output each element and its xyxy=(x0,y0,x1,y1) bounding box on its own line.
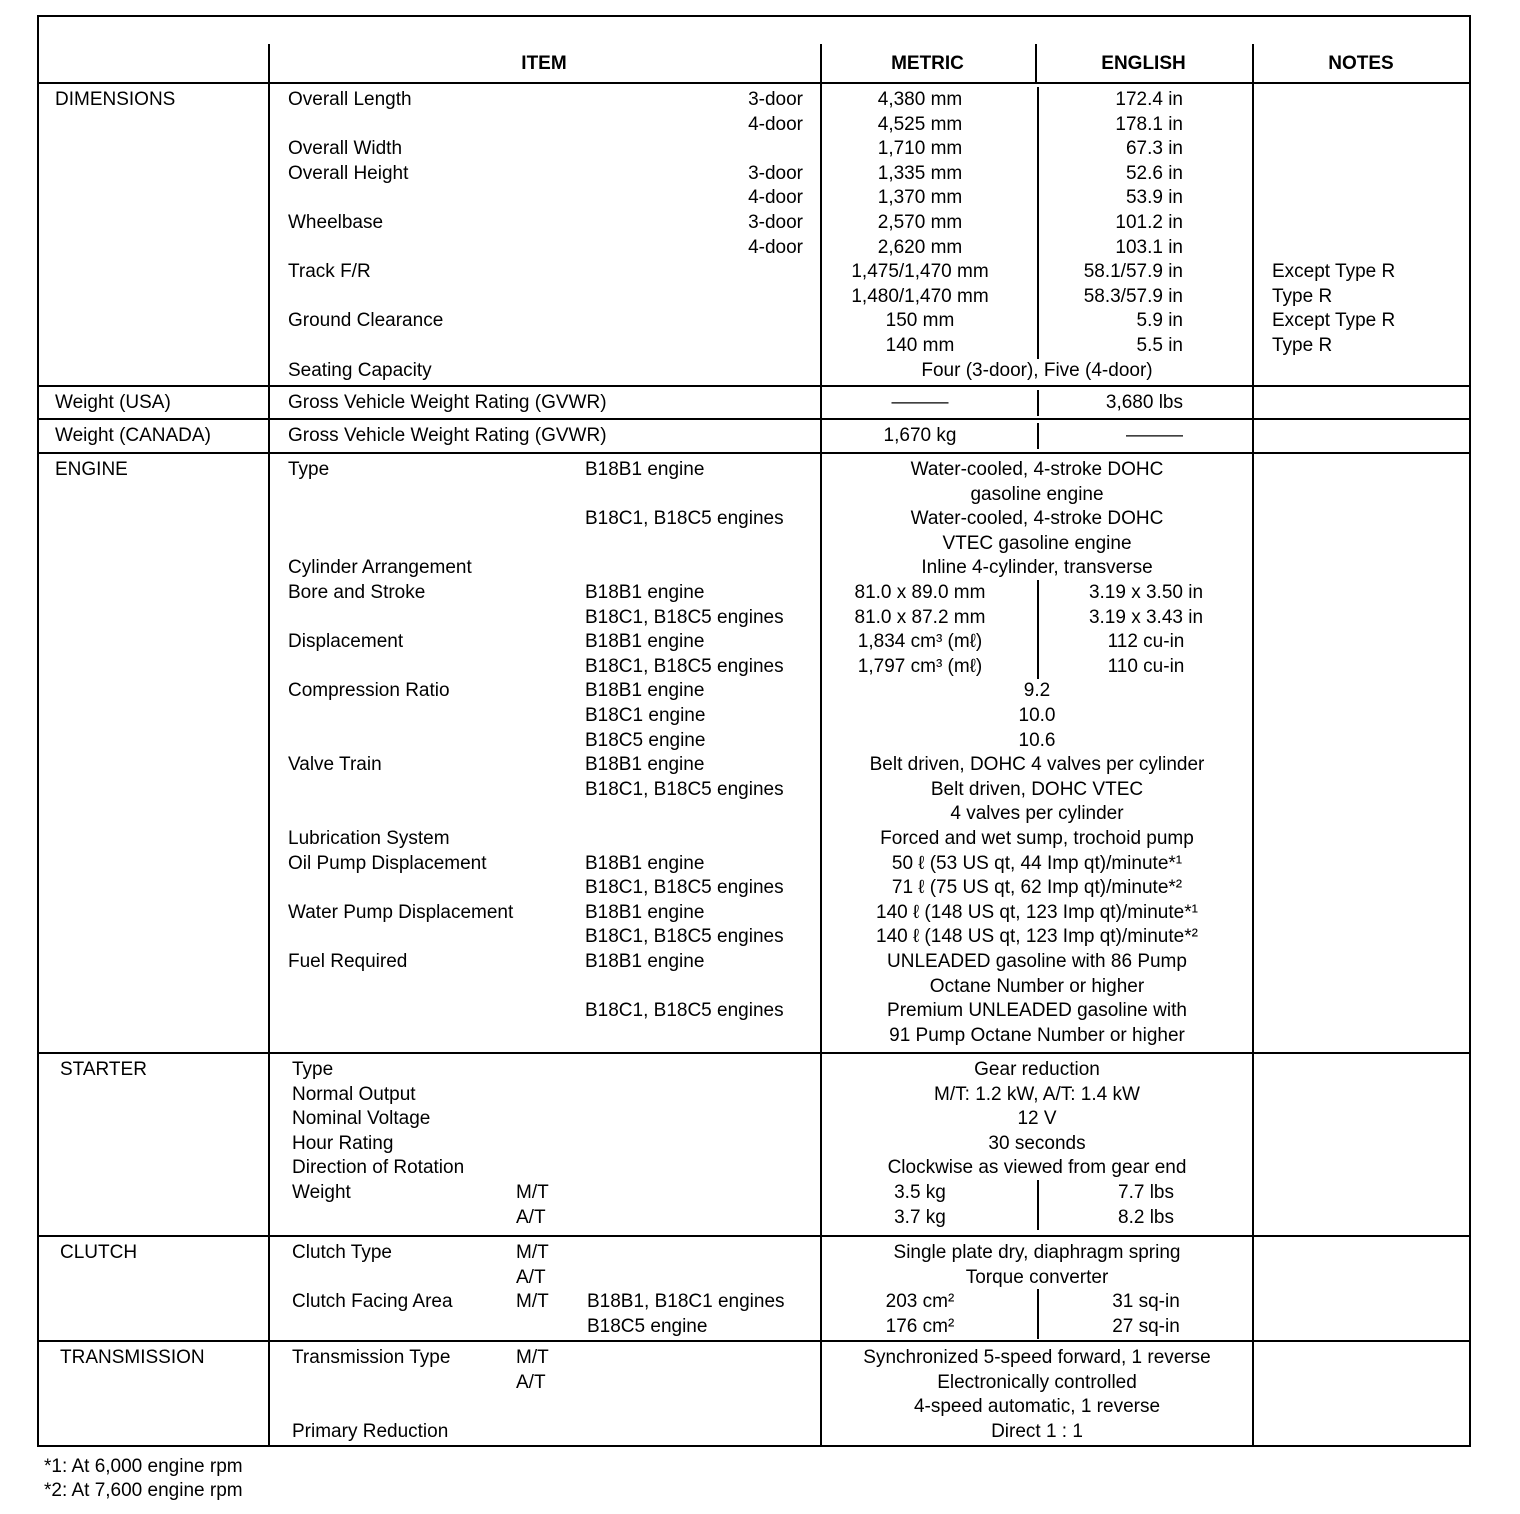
door-variant: 3-door xyxy=(748,89,803,110)
spec-item: Gross Vehicle Weight Rating (GVWR) xyxy=(288,392,607,413)
english-value: ——— xyxy=(1126,425,1183,446)
engine-variant: B18C5 engine xyxy=(585,729,706,751)
value-divider xyxy=(1037,87,1039,113)
engine-variant: B18B1 engine xyxy=(585,901,705,923)
combined-value: Water-cooled, 4-stroke DOHC xyxy=(910,508,1164,530)
combined-value: Inline 4-cylinder, transverse xyxy=(921,557,1153,579)
combined-value: UNLEADED gasoline with 86 Pump xyxy=(887,951,1187,972)
engine-variant: B18B1 engine xyxy=(585,680,705,702)
english-value: 31 sq-in xyxy=(1112,1291,1180,1313)
combined-value: 10.6 xyxy=(1018,729,1056,751)
note: Except Type R xyxy=(1272,310,1396,332)
english-value: 53.9 in xyxy=(1125,187,1183,209)
value-divider xyxy=(1037,161,1039,187)
metric-value: 203 cm² xyxy=(885,1291,955,1313)
combined-value: Water-cooled, 4-stroke DOHC xyxy=(910,459,1164,480)
value-divider xyxy=(1037,333,1039,359)
metric-value: 1,335 mm xyxy=(877,162,963,184)
spec-item: Wheelbase xyxy=(288,212,384,233)
english-value: 3,680 lbs xyxy=(1105,392,1183,413)
combined-value: 9.2 xyxy=(1023,680,1051,702)
spec-item: Displacement xyxy=(288,631,404,653)
spec-item: Seating Capacity xyxy=(288,359,432,381)
metric-value: 1,480/1,470 mm xyxy=(851,285,989,307)
engine-variant: B18C1, B18C5 engines xyxy=(585,606,784,628)
table-border-left xyxy=(37,15,39,1447)
spec-item: Gross Vehicle Weight Rating (GVWR) xyxy=(288,425,607,446)
value-divider xyxy=(1037,1289,1039,1315)
metric-value: 2,620 mm xyxy=(877,236,963,258)
header-item: ITEM xyxy=(521,53,567,74)
combined-value: 30 seconds xyxy=(988,1132,1086,1154)
section-category: STARTER xyxy=(60,1059,147,1080)
english-value: 5.9 in xyxy=(1136,310,1183,332)
spec-item: Type xyxy=(292,1059,334,1080)
table-border-top xyxy=(37,15,1471,17)
value-divider xyxy=(1037,654,1039,680)
metric-value: 1,670 kg xyxy=(883,425,957,446)
english-value: 58.1/57.9 in xyxy=(1083,261,1183,283)
combined-value: Direct 1 : 1 xyxy=(991,1420,1083,1442)
section-category: DIMENSIONS xyxy=(55,89,176,110)
spec-item: Primary Reduction xyxy=(292,1420,449,1442)
transmission-variant: M/T xyxy=(516,1242,549,1263)
combined-value: 10.0 xyxy=(1018,705,1056,726)
engine-variant: B18C1, B18C5 engines xyxy=(585,778,784,800)
metric-value: ——— xyxy=(891,392,949,413)
engine-variant: B18B1 engine xyxy=(585,582,705,603)
engine-variant: B18B1 engine xyxy=(585,459,705,480)
english-value: 67.3 in xyxy=(1125,138,1183,160)
spec-item: Lubrication System xyxy=(288,828,450,849)
engine-variant: B18C1, B18C5 engines xyxy=(585,508,784,530)
metric-value: 150 mm xyxy=(885,310,955,332)
engine-variant: B18C1, B18C5 engines xyxy=(585,1000,784,1022)
combined-value: M/T: 1.2 kW, A/T: 1.4 kW xyxy=(934,1083,1140,1105)
value-divider xyxy=(1037,210,1039,236)
combined-value: Electronically controlled xyxy=(937,1371,1137,1393)
combined-value: VTEC gasoline engine xyxy=(942,532,1132,554)
value-divider xyxy=(1037,1180,1039,1206)
combined-value: 71 ℓ (75 US qt, 62 Imp qt)/minute*² xyxy=(891,877,1183,899)
metric-value: 1,834 cm³ (mℓ) xyxy=(857,631,983,653)
value-divider xyxy=(1037,259,1039,285)
door-variant: 4-door xyxy=(748,236,803,258)
english-value: 112 cu-in xyxy=(1107,631,1185,653)
value-divider xyxy=(1037,390,1039,416)
spec-item: Weight xyxy=(292,1182,351,1203)
note: Type R xyxy=(1272,335,1333,356)
metric-value: 140 mm xyxy=(885,335,955,356)
door-variant: 4-door xyxy=(748,113,803,135)
value-divider xyxy=(1037,580,1039,606)
english-value: 5.5 in xyxy=(1136,335,1183,356)
english-value: 103.1 in xyxy=(1115,236,1183,258)
section-category: Weight (USA) xyxy=(55,392,171,413)
door-variant: 3-door xyxy=(748,212,803,233)
section-category: Weight (CANADA) xyxy=(55,425,211,446)
footnote-1: *1: At 6,000 engine rpm xyxy=(44,1456,243,1477)
combined-value: Single plate dry, diaphragm spring xyxy=(893,1242,1181,1263)
metric-value: 2,570 mm xyxy=(877,212,963,233)
combined-value: Torque converter xyxy=(965,1266,1109,1288)
engine-variant: B18B1, B18C1 engines xyxy=(587,1291,785,1313)
combined-value: Forced and wet sump, trochoid pump xyxy=(880,828,1194,849)
engine-variant: B18C1, B18C5 engines xyxy=(585,877,784,899)
value-divider xyxy=(1037,284,1039,310)
spec-item: Compression Ratio xyxy=(288,680,450,702)
spec-item: Direction of Rotation xyxy=(292,1157,465,1179)
value-divider xyxy=(1037,185,1039,211)
header-notes: NOTES xyxy=(1328,53,1394,74)
value-divider xyxy=(1037,112,1039,138)
section-divider xyxy=(37,418,1471,420)
combined-value: 4-speed automatic, 1 reverse xyxy=(913,1396,1161,1418)
section-divider xyxy=(37,1340,1471,1342)
spec-item: Water Pump Displacement xyxy=(288,901,514,923)
combined-value: Four (3-door), Five (4-door) xyxy=(921,359,1153,381)
spec-item: Overall Width xyxy=(288,138,403,160)
combined-value: Gear reduction xyxy=(974,1059,1100,1080)
english-value: 27 sq-in xyxy=(1112,1315,1180,1337)
metric-value: 1,710 mm xyxy=(877,138,963,160)
english-value: 3.19 x 3.43 in xyxy=(1088,606,1204,628)
engine-variant: B18C1, B18C5 engines xyxy=(585,655,784,677)
combined-value: gasoline engine xyxy=(970,483,1104,505)
spec-item: Valve Train xyxy=(288,754,382,776)
english-value: 3.19 x 3.50 in xyxy=(1088,582,1204,603)
combined-value: 12 V xyxy=(1017,1108,1057,1130)
section-category: CLUTCH xyxy=(60,1242,138,1263)
value-divider xyxy=(1037,1314,1039,1340)
header-english: ENGLISH xyxy=(1101,53,1186,74)
door-variant: 3-door xyxy=(748,162,803,184)
combined-value: Clockwise as viewed from gear end xyxy=(887,1157,1187,1179)
spec-item: Fuel Required xyxy=(288,951,408,972)
english-value: 7.7 lbs xyxy=(1118,1182,1174,1203)
metric-value: 1,797 cm³ (mℓ) xyxy=(857,655,983,677)
spec-item: Overall Length xyxy=(288,89,412,110)
metric-value: 3.7 kg xyxy=(894,1206,946,1228)
metric-value: 176 cm² xyxy=(885,1315,955,1337)
engine-variant: B18B1 engine xyxy=(585,754,705,776)
door-variant: 4-door xyxy=(748,187,803,209)
table-border-right xyxy=(1469,15,1471,1447)
spec-item: Ground Clearance xyxy=(288,310,444,332)
combined-value: 4 valves per cylinder xyxy=(950,803,1124,825)
english-value: 110 cu-in xyxy=(1107,655,1185,677)
spec-item: Clutch Type xyxy=(292,1242,392,1263)
header-metric: METRIC xyxy=(891,53,964,74)
english-value: 172.4 in xyxy=(1115,89,1183,110)
value-divider xyxy=(1037,136,1039,162)
value-divider xyxy=(1037,235,1039,261)
transmission-variant: M/T xyxy=(516,1347,549,1368)
combined-value: 140 ℓ (148 US qt, 123 Imp qt)/minute*¹ xyxy=(876,901,1198,923)
combined-value: Belt driven, DOHC 4 valves per cylinder xyxy=(869,754,1205,776)
note: Type R xyxy=(1272,285,1333,307)
value-divider xyxy=(1037,423,1039,449)
section-divider xyxy=(37,1052,1471,1054)
transmission-variant: M/T xyxy=(516,1182,549,1203)
value-divider xyxy=(1037,605,1039,631)
metric-value: 81.0 x 89.0 mm xyxy=(854,582,986,603)
metric-value: 4,525 mm xyxy=(877,113,963,135)
engine-variant: B18B1 engine xyxy=(585,631,705,653)
spec-item: Bore and Stroke xyxy=(288,582,426,603)
table-border-bottom xyxy=(37,1445,1471,1447)
engine-variant: B18C1, B18C5 engines xyxy=(585,926,784,948)
combined-value: Octane Number or higher xyxy=(929,975,1145,997)
combined-value: 91 Pump Octane Number or higher xyxy=(889,1024,1185,1046)
footnote-2: *2: At 7,600 engine rpm xyxy=(44,1480,243,1501)
transmission-variant: A/T xyxy=(516,1206,546,1228)
spec-item: Hour Rating xyxy=(292,1132,394,1154)
combined-value: Synchronized 5-speed forward, 1 reverse xyxy=(863,1347,1211,1368)
spec-item: Oil Pump Displacement xyxy=(288,852,487,874)
metric-value: 1,475/1,470 mm xyxy=(851,261,989,283)
section-divider xyxy=(37,82,1471,84)
transmission-variant: A/T xyxy=(516,1371,546,1393)
engine-variant: B18C1 engine xyxy=(585,705,706,726)
transmission-variant: A/T xyxy=(516,1266,546,1288)
spec-item: Overall Height xyxy=(288,162,409,184)
english-value: 58.3/57.9 in xyxy=(1083,285,1183,307)
metric-value: 1,370 mm xyxy=(877,187,963,209)
spec-item: Track F/R xyxy=(288,261,371,283)
note: Except Type R xyxy=(1272,261,1396,283)
section-divider xyxy=(37,385,1471,387)
english-value: 52.6 in xyxy=(1125,162,1183,184)
spec-item: Clutch Facing Area xyxy=(292,1291,453,1313)
value-divider xyxy=(1037,308,1039,334)
combined-value: 140 ℓ (148 US qt, 123 Imp qt)/minute*² xyxy=(876,926,1198,948)
combined-value: Belt driven, DOHC VTEC xyxy=(930,778,1144,800)
section-divider xyxy=(37,1235,1471,1237)
metric-value: 4,380 mm xyxy=(877,89,963,110)
engine-variant: B18C5 engine xyxy=(587,1315,708,1337)
spec-item: Nominal Voltage xyxy=(292,1108,431,1130)
engine-variant: B18B1 engine xyxy=(585,852,705,874)
section-divider xyxy=(37,452,1471,454)
spec-item: Type xyxy=(288,459,330,480)
spec-item: Cylinder Arrangement xyxy=(288,557,472,579)
transmission-variant: M/T xyxy=(516,1291,549,1313)
english-value: 178.1 in xyxy=(1115,113,1183,135)
section-category: TRANSMISSION xyxy=(60,1347,205,1368)
metric-value: 81.0 x 87.2 mm xyxy=(854,606,986,628)
combined-value: 50 ℓ (53 US qt, 44 Imp qt)/minute*¹ xyxy=(891,852,1183,874)
engine-variant: B18B1 engine xyxy=(585,951,705,972)
english-value: 101.2 in xyxy=(1115,212,1183,233)
value-divider xyxy=(1037,629,1039,655)
section-category: ENGINE xyxy=(55,459,128,480)
value-divider xyxy=(1037,1205,1039,1231)
english-value: 8.2 lbs xyxy=(1118,1206,1174,1228)
combined-value: Premium UNLEADED gasoline with xyxy=(887,1000,1187,1022)
metric-value: 3.5 kg xyxy=(894,1182,946,1203)
spec-item: Transmission Type xyxy=(292,1347,451,1368)
spec-item: Normal Output xyxy=(292,1083,416,1105)
